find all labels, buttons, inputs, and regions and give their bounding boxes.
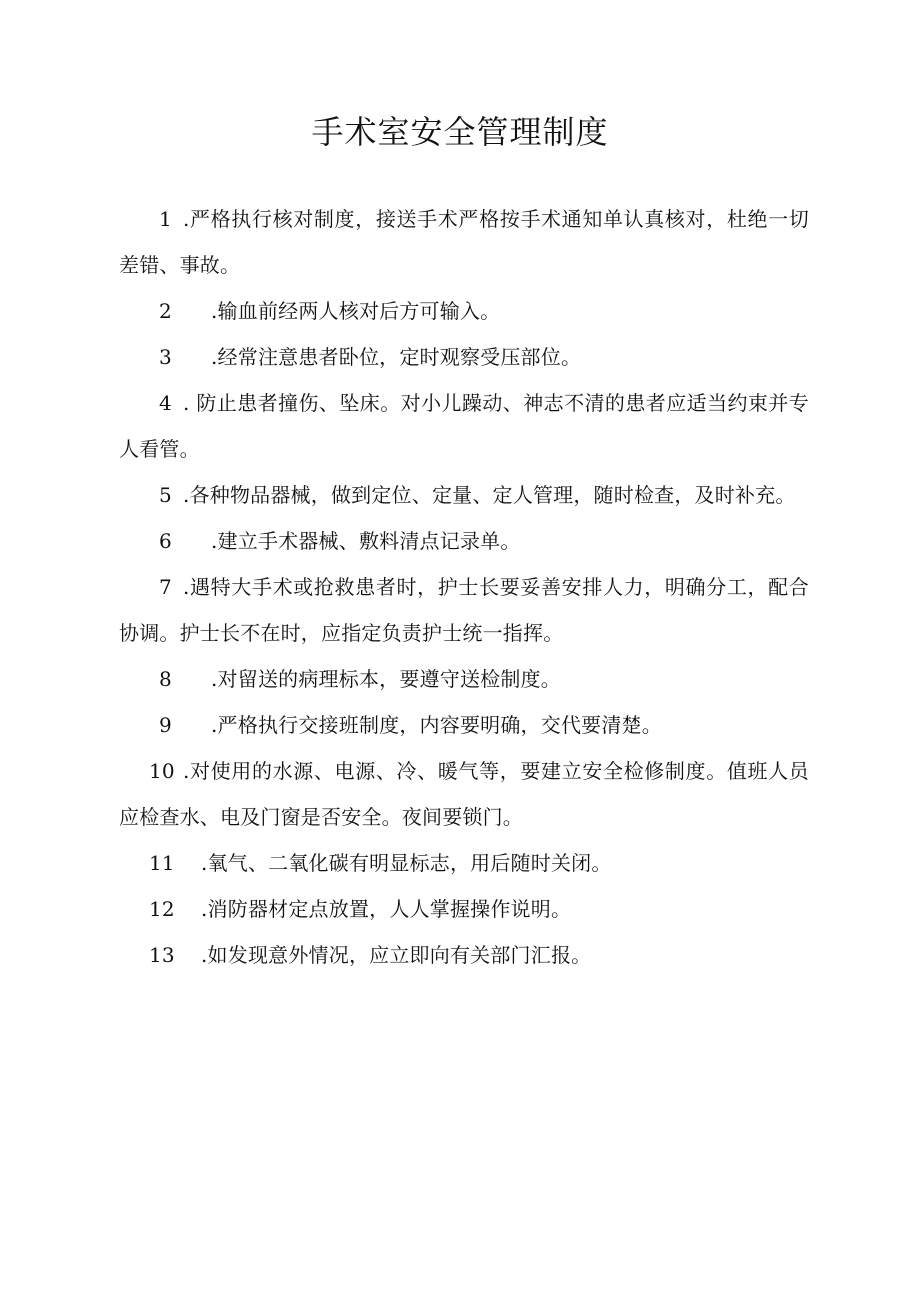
regulation-list	[119, 196, 809, 978]
item-text: .遇特大手术或抢救患者时，护士长要妥善安排人力，明确分工，配合协调。护士长不在时，应指定负责护士统一指挥。	[119, 575, 809, 645]
list-item	[119, 288, 809, 334]
item-text: .对留送的病理标本，要遵守送检制度。	[211, 667, 561, 691]
item-text: .各种物品器械，做到定位、定量、定人管理，随时检查，及时补充。	[183, 483, 796, 507]
item-number: 5	[159, 483, 172, 507]
list-item	[119, 196, 809, 288]
list-item	[119, 886, 809, 932]
item-number: 13	[149, 943, 175, 967]
item-number: 11	[149, 851, 175, 875]
item-number: 6	[159, 529, 172, 553]
item-text: . 防止患者撞伤、坠床。对小儿躁动、神志不清的患者应适当约束并专人看管。	[119, 391, 809, 461]
item-number: 7	[159, 575, 172, 599]
item-text: .严格执行交接班制度，内容要明确，交代要清楚。	[211, 713, 662, 737]
item-text: .建立手术器械、敷料清点记录单。	[211, 529, 521, 553]
list-item	[119, 564, 809, 656]
list-item	[119, 472, 809, 518]
item-text: .严格执行核对制度，接送手术严格按手术通知单认真核对，杜绝一切差错、事故。	[119, 207, 809, 277]
list-item	[119, 702, 809, 748]
item-number: 1	[159, 207, 172, 231]
item-number: 10	[149, 759, 175, 783]
list-item	[119, 840, 809, 886]
item-text: .消防器材定点放置，人人掌握操作说明。	[201, 897, 572, 921]
list-item	[119, 334, 809, 380]
item-text: .输血前经两人核对后方可输入。	[211, 299, 501, 323]
item-text: .如发现意外情况，应立即向有关部门汇报。	[201, 943, 592, 967]
item-number: 3	[159, 345, 172, 369]
item-number: 8	[159, 667, 172, 691]
item-text: .氧气、二氧化碳有明显标志，用后随时关闭。	[201, 851, 612, 875]
item-number: 9	[159, 713, 172, 737]
item-number: 12	[149, 897, 175, 921]
page-title: 手术室安全管理制度	[311, 113, 609, 151]
list-item	[119, 518, 809, 564]
item-text: .对使用的水源、电源、冷、暖气等，要建立安全检修制度。值班人员应检查水、电及门窗是否安全。夜间要锁门。	[119, 759, 809, 829]
item-number: 2	[159, 299, 172, 323]
list-item	[119, 656, 809, 702]
item-number: 4	[159, 391, 172, 415]
list-item	[119, 932, 809, 978]
list-item	[119, 748, 809, 840]
list-item	[119, 380, 809, 472]
item-text: .经常注意患者卧位，定时观察受压部位。	[211, 345, 582, 369]
